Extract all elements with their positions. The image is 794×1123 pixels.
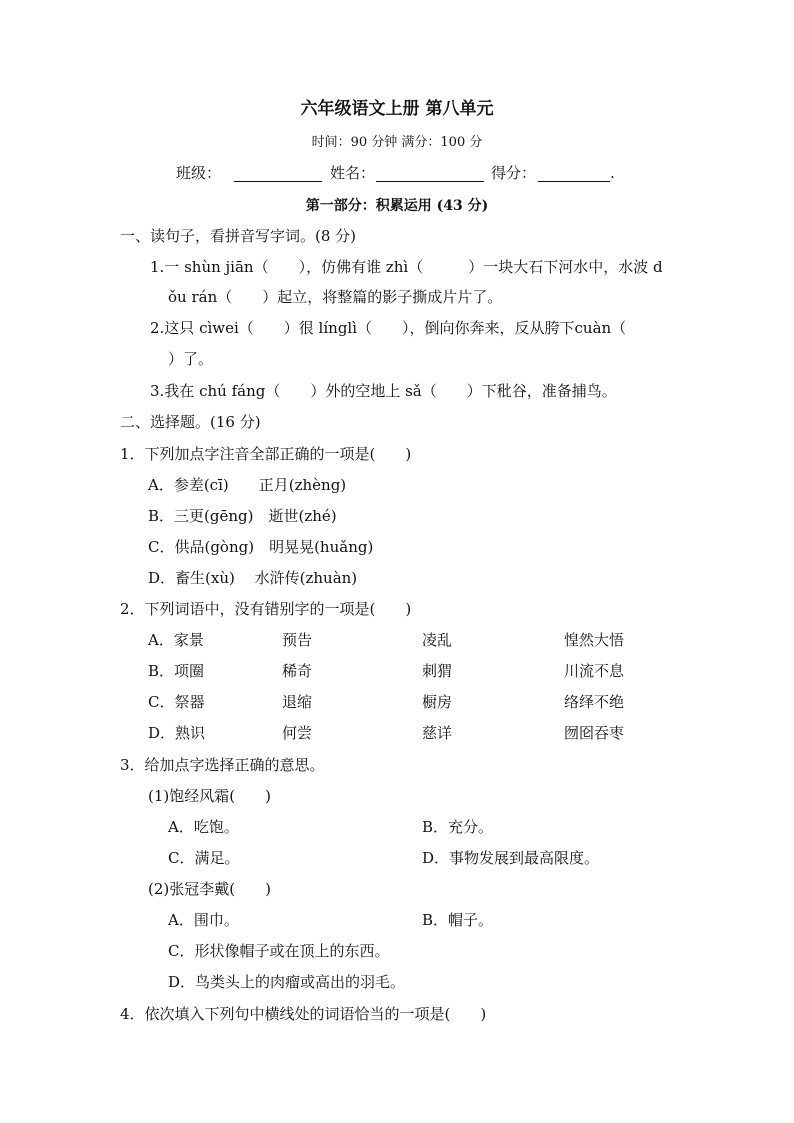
q2-row-c-col2: 退缩 (282, 693, 313, 711)
trailing-dot: . (610, 164, 615, 182)
exam-meta: 时间：90 分钟 满分：100 分 (311, 135, 483, 150)
q2-row-b-col2: 稀奇 (282, 662, 313, 680)
q2-row-a-col1: A．家景 (148, 631, 204, 649)
score-blank[interactable] (538, 169, 610, 182)
q2-row-c-col1: C．祭器 (148, 693, 205, 711)
q2-row-a-col3: 凌乱 (422, 631, 453, 649)
q3-sub2-c: C．形状像帽子或在顶上的东西。 (168, 942, 390, 960)
q3-stem: 3．给加点字选择正确的意思。 (120, 756, 325, 774)
part-title: 第一部分：积累运用 (43 分) (305, 198, 489, 214)
q2-row-c-col3: 橱房 (422, 693, 453, 711)
q3-sub2-d: D．鸟类头上的肉瘤或高出的羽毛。 (168, 973, 406, 991)
q2-stem: 2．下列词语中，没有错别字的一项是( ) (120, 600, 412, 618)
name-blank[interactable] (376, 169, 484, 182)
q3-sub2-stem: (2)张冠李戴( ) (148, 880, 271, 898)
q2-row-c-col4: 络绎不绝 (564, 693, 625, 711)
s1-line-3: 2.这只 cìwei（ ）很 línglì（ ），倒向你奔来，反从胯下cuàn（ (150, 319, 627, 337)
q1-option-b: B．三更(gēng) 逝世(zhé) (148, 507, 337, 525)
q2-row-b-col1: B．项圈 (148, 662, 205, 680)
q3-sub1-c: C．满足。 (168, 849, 240, 867)
q2-row-d-col2: 何尝 (282, 724, 313, 742)
class-blank[interactable] (234, 169, 322, 182)
page-title: 六年级语文上册 第八单元 (300, 99, 494, 119)
q3-sub1-stem: (1)饱经风霜( ) (148, 787, 271, 805)
q2-row-a-col2: 预告 (282, 631, 313, 649)
s1-line-5: 3.我在 chú fáng（ ）外的空地上 sǎ（ ）下秕谷，准备捕鸟。 (150, 382, 617, 400)
name-label: 姓名： (330, 164, 376, 182)
score-label: 得分： (491, 164, 537, 182)
s1-line-4: ）了。 (168, 350, 214, 368)
q3-sub1-a: A．吃饱。 (168, 818, 239, 836)
q3-sub1-b: B．充分。 (422, 818, 494, 836)
q2-row-b-col4: 川流不息 (564, 662, 625, 680)
s1-line-1: 1.一 shùn jiān（ ），仿佛有谁 zhì（ ）一块大石下河水中，水波 d (150, 258, 663, 276)
q2-row-a-col4: 惶然大悟 (564, 631, 625, 649)
q4-stem: 4．依次填入下列句中横线处的词语恰当的一项是( ) (120, 1005, 487, 1023)
q1-option-a: A．参差(cī) 正月(zhèng) (148, 476, 347, 494)
q2-row-b-col3: 刺猬 (422, 662, 453, 680)
class-label: 班级： (176, 164, 222, 182)
q2-row-d-col4: 囫囵吞枣 (564, 724, 625, 742)
section2-heading: 二、选择题。(16 分) (120, 413, 261, 431)
q3-sub2-a: A．围巾。 (168, 911, 239, 929)
q2-row-d-col1: D．熟识 (148, 724, 206, 742)
q3-sub2-b: B．帽子。 (422, 911, 494, 929)
q1-option-d: D．畜生(xù) 水浒传(zhuàn) (148, 569, 358, 587)
q1-stem: 1．下列加点字注音全部正确的一项是( ) (120, 445, 412, 463)
s1-line-2: ǒu rán（ ）起立，将整篇的影子撕成片片了。 (168, 288, 503, 306)
section1-heading: 一、读句子，看拼音写字词。(8 分) (120, 227, 357, 245)
q3-sub1-d: D．事物发展到最高限度。 (422, 849, 600, 867)
q1-option-c: C．供品(gòng) 明晃晃(huǎng) (148, 538, 374, 556)
q2-row-d-col3: 慈详 (422, 724, 453, 742)
